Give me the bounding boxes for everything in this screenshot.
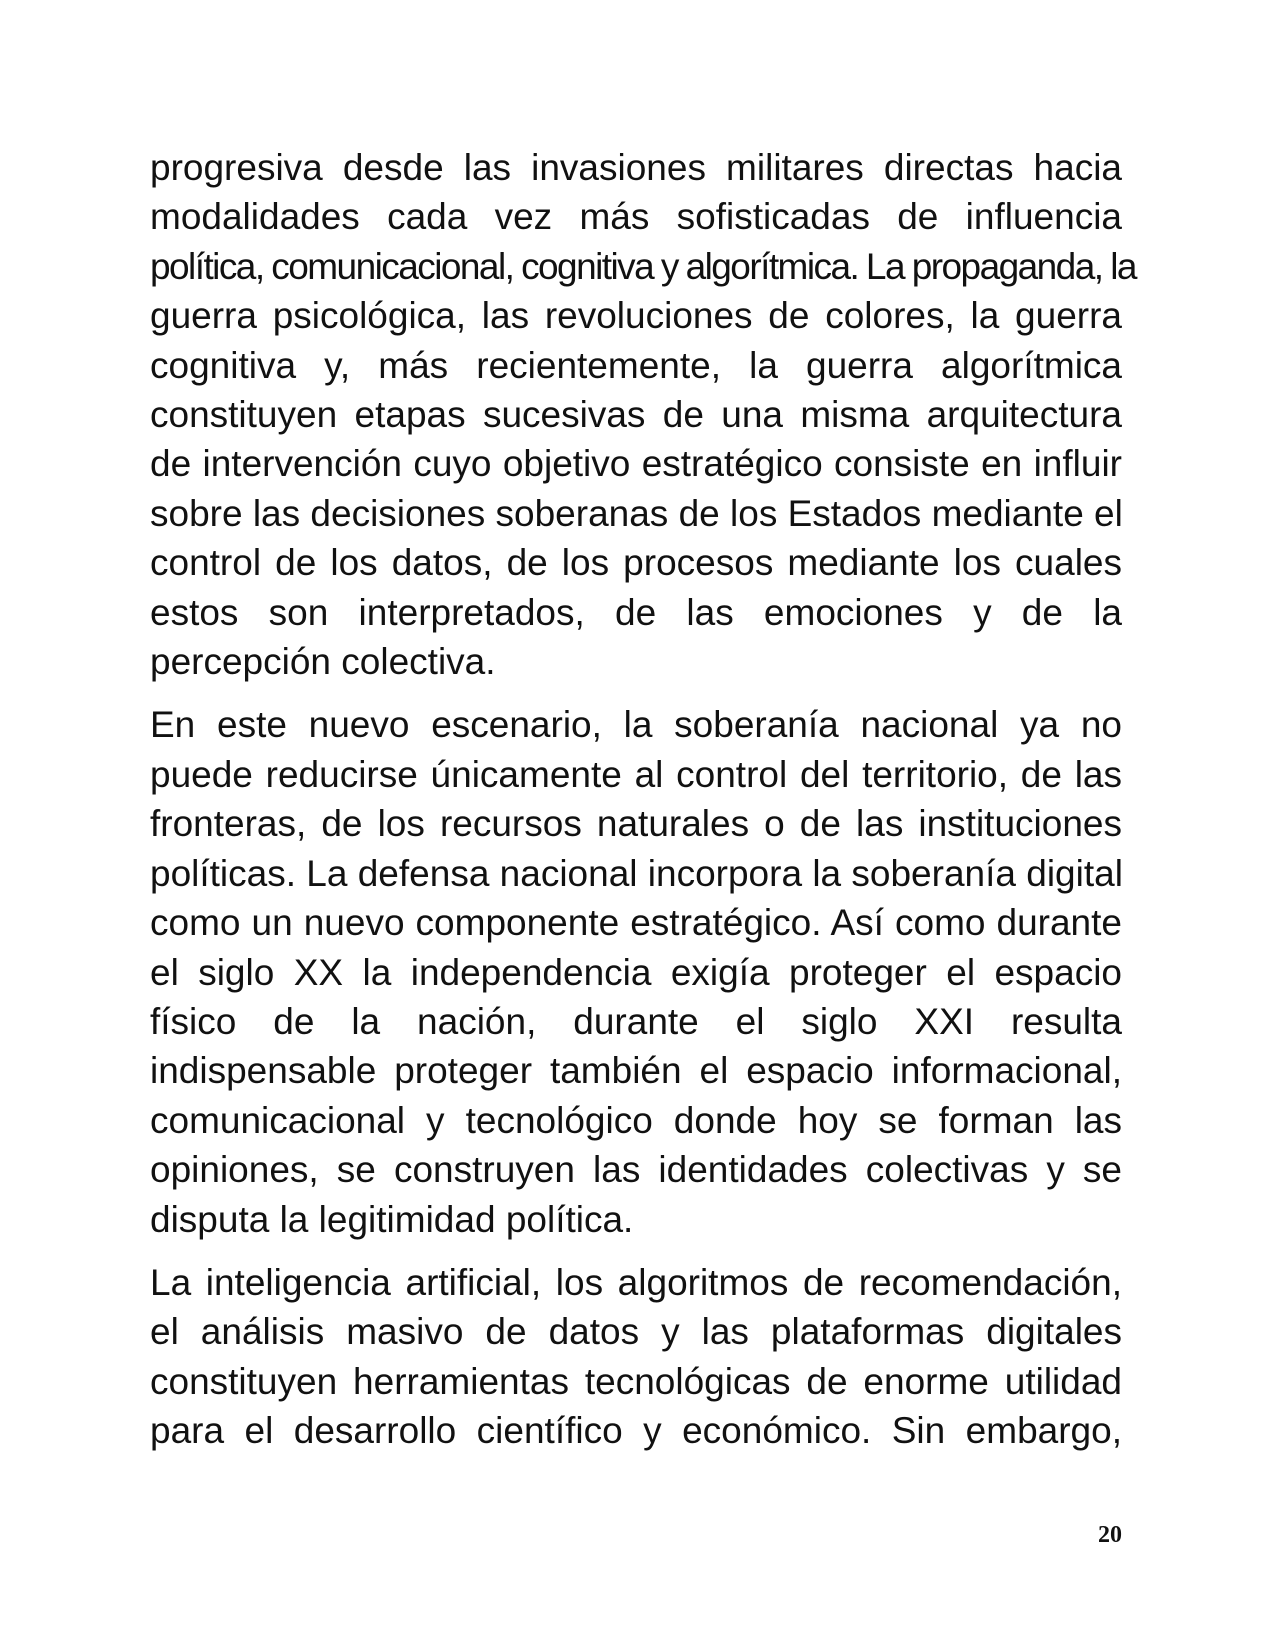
- text-line: progresiva desde las invasiones militares directas hacia: [150, 147, 1122, 188]
- text-line: como un nuevo componente estratégico. Así como durante: [150, 902, 1122, 944]
- text-line: de intervención cuyo objetivo estratégico consiste en influir: [150, 443, 1122, 485]
- text-line: cognitiva y, más recientemente, la guerra algorítmica: [150, 344, 1122, 386]
- text-line: modalidades cada vez más sofisticadas de influencia: [150, 196, 1122, 238]
- text-line: opiniones, se construyen las identidades colectivas y se: [150, 1149, 1122, 1191]
- paragraph-1: [150, 143, 1136, 686]
- text-line: política, comunicacional, cognitiva y algorítmica. La propaganda, la: [150, 245, 1136, 287]
- text-line: el análisis masivo de datos y las plataformas digitales: [150, 1311, 1122, 1353]
- text-line: constituyen etapas sucesivas de una misma arquitectura: [150, 394, 1122, 436]
- text-line: En este nuevo escenario, la soberanía nacional ya no: [150, 704, 1122, 746]
- paragraph-2: [150, 700, 1122, 1243]
- text-line: comunicacional y tecnológico donde hoy se forman las: [150, 1099, 1122, 1141]
- text-line: para el desarrollo científico y económico. Sin embargo,: [150, 1410, 1122, 1452]
- text-line: guerra psicológica, las revoluciones de colores, la guerra: [150, 295, 1122, 337]
- page-number: 20: [1098, 1522, 1122, 1548]
- text-line: puede reducirse únicamente al control del territorio, de las: [150, 753, 1122, 795]
- text-line: el siglo XX la independencia exigía proteger el espacio: [150, 951, 1122, 993]
- text-line: disputa la legitimidad política.: [150, 1198, 634, 1240]
- text-line: sobre las decisiones soberanas de los Estados mediante el: [150, 492, 1123, 534]
- text-line: estos son interpretados, de las emociones y de la: [150, 591, 1122, 633]
- body-text: [150, 143, 1136, 1470]
- paragraph-3: [150, 1258, 1122, 1456]
- text-line: percepción colectiva.: [150, 641, 496, 683]
- text-line: políticas. La defensa nacional incorpora la soberanía digital: [150, 852, 1123, 894]
- text-line: físico de la nación, durante el siglo XXI resulta: [150, 1000, 1122, 1042]
- text-line: control de los datos, de los procesos mediante los cuales: [150, 542, 1122, 584]
- text-line: indispensable proteger también el espacio informacional,: [150, 1050, 1122, 1092]
- text-line: La inteligencia artificial, los algoritmos de recomendación,: [150, 1261, 1122, 1303]
- text-line: constituyen herramientas tecnológicas de enorme utilidad: [150, 1360, 1122, 1402]
- text-line: fronteras, de los recursos naturales o de las instituciones: [150, 803, 1122, 845]
